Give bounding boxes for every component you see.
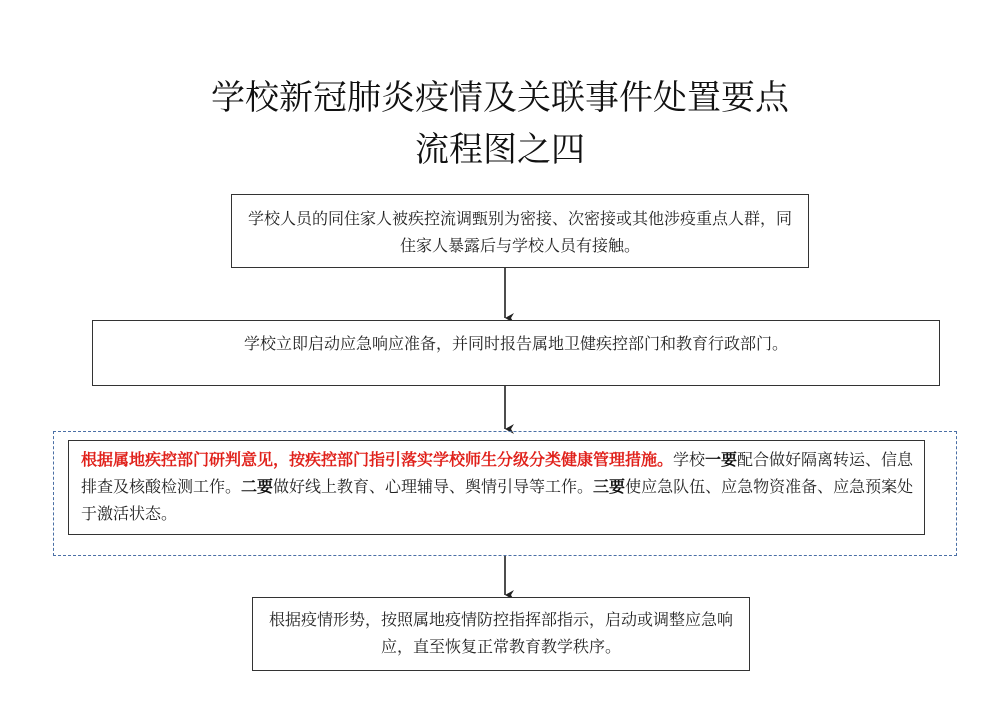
flow-step-4 [252, 597, 750, 671]
flow-step-3 [68, 440, 925, 535]
page-subtitle: 流程图之四 [415, 130, 585, 170]
flow-step-3-text-b: 配合做好隔离转运、信息排查及核酸检测工作。 [81, 450, 914, 496]
page-title: 学校新冠肺炎疫情及关联事件处置要点 [211, 78, 789, 118]
flow-step-3-text-a: 学校 [673, 450, 706, 469]
flow-step-3-highlight: 根据属地疾控部门研判意见，按疾控部门指引落实学校师生分级分类健康管理措施。 [81, 450, 674, 469]
flow-step-4-text: 根据疫情形势，按照属地疫情防控指挥部指示，启动或调整应急响应，直至恢复正常教育教学秩序。 [269, 610, 734, 656]
flow-step-1-text: 学校人员的同住家人被疾控流调甄别为密接、次密接或其他涉疫重点人群，同住家人暴露后与学校人员有接触。 [248, 209, 793, 255]
flow-step-2 [92, 320, 940, 386]
flow-step-3-text-c: 做好线上教育、心理辅导、舆情引导等工作。 [273, 477, 594, 496]
flow-step-2-text: 学校立即启动应急响应准备，并同时报告属地卫健疾控部门和教育行政部门。 [243, 334, 788, 353]
flow-step-3-text-d: 使应急队伍、应急物资准备、应急预案处于激活状态。 [81, 477, 914, 523]
flow-step-3-key-3: 三要 [593, 477, 626, 496]
flow-step-3-key-1: 一要 [705, 450, 738, 469]
flow-step-3-key-2: 二要 [241, 477, 274, 496]
flow-step-1 [231, 194, 809, 268]
